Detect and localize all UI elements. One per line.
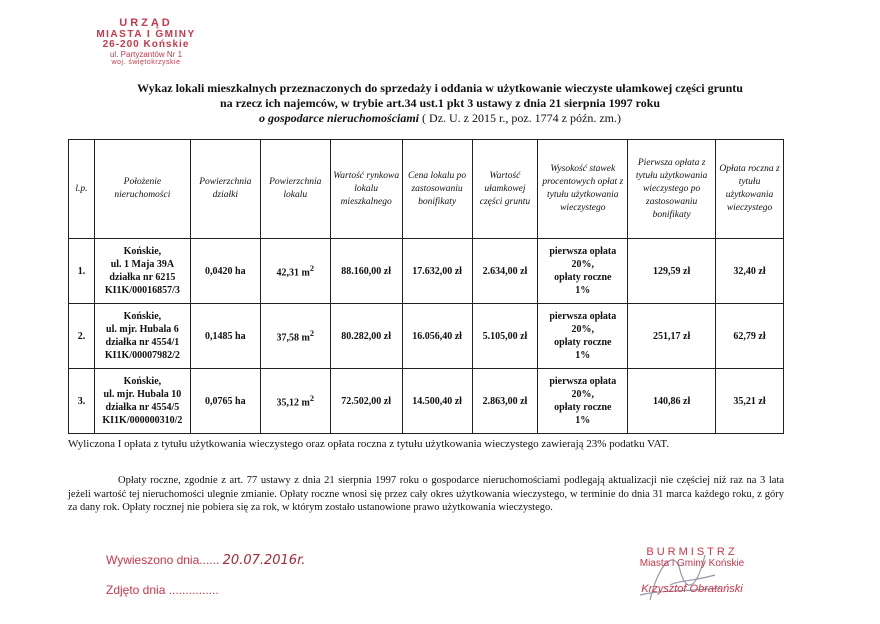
cell-plot-area: 0,0420 ha bbox=[190, 239, 260, 304]
cell-unit-area bbox=[260, 369, 330, 434]
cell-lp: 1. bbox=[69, 239, 95, 304]
cell-land-value: 2.863,00 zł bbox=[472, 369, 538, 434]
posted-dots: ...... bbox=[199, 553, 220, 567]
rate-line: 20%, bbox=[571, 389, 595, 400]
cell-price: 14.500,40 zł bbox=[402, 369, 472, 434]
table-row bbox=[69, 239, 784, 304]
rate-line: opłaty roczne bbox=[554, 402, 612, 413]
title-line-2: na rzecz ich najemców, w trybie art.34 ust.1 pkt 3 ustawy z dnia 21 sierpnia 1997 roku bbox=[219, 96, 661, 110]
table-row bbox=[69, 304, 784, 369]
rate-line: pierwsza opłata bbox=[549, 246, 617, 257]
location-line: ul. mjr. Hubala 10 bbox=[103, 389, 182, 400]
rate-line: 20%, bbox=[571, 324, 595, 335]
location-line: działka nr 4554/5 bbox=[105, 402, 180, 413]
area-value: 35,12 m bbox=[276, 397, 310, 409]
removed-label: Zdjęto dnia bbox=[106, 583, 166, 597]
cell-land-value: 5.105,00 zł bbox=[472, 304, 538, 369]
removed-date-stamp bbox=[106, 583, 219, 597]
header-annual-fee: Opłata roczna z tytułu użytkowania wieczystego bbox=[716, 140, 784, 239]
stamp-line-5: woj. świętokrzyskie bbox=[111, 58, 181, 66]
table-row bbox=[69, 369, 784, 434]
annual-fees-paragraph: Opłaty roczne, zgodnie z art. 77 ustawy z dnia 21 sierpnia 1997 roku o gospodarce nieruchomościami podlegają aktualizacji nie częściej niż raz na 3 lata jeżeli wartość tej nieruchomości ulegnie zmianie. Opłaty roczne wnosi się przez cały okres użytkowania wieczystego, w terminie do dnia 31 marca każdego roku, z góry za dany rok. Opłaty rocznej nie pobiera się za rok, w którym zostało ustanowione prawo użytkowania wieczystego. bbox=[68, 475, 784, 513]
location-line: KI1K/00016857/3 bbox=[104, 285, 180, 296]
cell-price: 17.632,00 zł bbox=[402, 239, 472, 304]
rate-line: 1% bbox=[575, 415, 591, 426]
cell-annual-fee: 35,21 zł bbox=[716, 369, 784, 434]
header-market-value: Wartość rynkowa lokalu mieszkalnego bbox=[330, 140, 402, 239]
rate-line: opłaty roczne bbox=[554, 272, 612, 283]
cell-market-value: 80.282,00 zł bbox=[330, 304, 402, 369]
office-stamp bbox=[76, 18, 216, 66]
cell-annual-fee: 32,40 zł bbox=[716, 239, 784, 304]
cell-annual-fee: 62,79 zł bbox=[716, 304, 784, 369]
apartments-table bbox=[68, 139, 784, 434]
cell-location bbox=[94, 369, 190, 434]
area-value: 37,58 m bbox=[276, 332, 310, 344]
cell-price: 16.056,40 zł bbox=[402, 304, 472, 369]
cell-first-fee: 140,86 zł bbox=[628, 369, 716, 434]
area-unit-sup: 2 bbox=[309, 394, 314, 404]
area-unit-sup: 2 bbox=[309, 329, 314, 339]
cell-unit-area bbox=[260, 239, 330, 304]
rate-line: opłaty roczne bbox=[554, 337, 612, 348]
document-title bbox=[0, 81, 880, 126]
rate-line: pierwsza opłata bbox=[549, 311, 617, 322]
stamp-line-3: 26-200 Końskie bbox=[102, 39, 190, 51]
location-line: Końskie, bbox=[123, 376, 162, 387]
location-line: KI1K/00007982/2 bbox=[104, 350, 180, 361]
cell-location bbox=[94, 304, 190, 369]
mayor-stamp bbox=[612, 546, 772, 595]
table-header-row bbox=[69, 140, 784, 239]
cell-market-value: 88.160,00 zł bbox=[330, 239, 402, 304]
cell-plot-area: 0,1485 ha bbox=[190, 304, 260, 369]
title-line-3-rest: ( Dz. U. z 2015 r., poz. 1774 z późn. zm.) bbox=[419, 111, 621, 125]
location-line: Końskie, bbox=[123, 246, 162, 257]
title-line-1: Wykaz lokali mieszkalnych przeznaczonych do sprzedaży i oddania w użytkowanie wieczyste ułamkowej części gruntu bbox=[137, 81, 743, 95]
cell-unit-area bbox=[260, 304, 330, 369]
area-unit-sup: 2 bbox=[309, 264, 314, 274]
rate-line: pierwsza opłata bbox=[549, 376, 617, 387]
header-price-after-discount: Cena lokalu po zastosowaniu bonifikaty bbox=[402, 140, 472, 239]
header-land-share-value: Wartość ułamkowej części gruntu bbox=[472, 140, 538, 239]
posted-date: 20.07.2016r. bbox=[222, 553, 306, 568]
header-fee-rates: Wysokość stawek procentowych opłat z tytułu użytkowania wieczystego bbox=[538, 140, 628, 239]
mayor-office: Miasta i Gminy Końskie bbox=[639, 558, 745, 569]
header-plot-area: Powierzchnia działki bbox=[190, 140, 260, 239]
mayor-name: Krzysztof Obratański bbox=[641, 583, 743, 595]
location-line: działka nr 4554/1 bbox=[105, 337, 180, 348]
title-line-3-italic: o gospodarce nieruchomościami bbox=[259, 111, 420, 125]
location-line: ul. 1 Maja 39A bbox=[110, 259, 175, 270]
cell-market-value: 72.502,00 zł bbox=[330, 369, 402, 434]
cell-first-fee: 129,59 zł bbox=[628, 239, 716, 304]
cell-plot-area: 0,0765 ha bbox=[190, 369, 260, 434]
posted-label: Wywieszono dnia bbox=[106, 553, 200, 567]
cell-location bbox=[94, 239, 190, 304]
vat-note: Wyliczona I opłata z tytułu użytkowania wieczystego oraz opłata roczna z tytułu użytkowania wieczystego zawierają 23% podatku VAT. bbox=[68, 438, 670, 450]
header-first-fee: Pierwsza opłata z tytułu użytkowania wieczystego po zastosowaniu bonifikaty bbox=[628, 140, 716, 239]
stamp-line-1: URZĄD bbox=[119, 17, 173, 29]
rate-line: 1% bbox=[575, 285, 591, 296]
mayor-title: BURMISTRZ bbox=[646, 546, 738, 558]
location-line: Końskie, bbox=[123, 311, 162, 322]
rate-line: 20%, bbox=[571, 259, 595, 270]
removed-dots: ............... bbox=[168, 583, 219, 597]
cell-first-fee: 251,17 zł bbox=[628, 304, 716, 369]
cell-fee-rates bbox=[538, 239, 628, 304]
posted-date-stamp bbox=[106, 553, 305, 568]
header-unit-area: Powierzchnia lokalu bbox=[260, 140, 330, 239]
cell-lp: 3. bbox=[69, 369, 95, 434]
cell-lp: 2. bbox=[69, 304, 95, 369]
cell-fee-rates bbox=[538, 304, 628, 369]
title-line-3 bbox=[0, 111, 880, 126]
cell-land-value: 2.634,00 zł bbox=[472, 239, 538, 304]
location-line: ul. mjr. Hubala 6 bbox=[106, 324, 179, 335]
location-line: działka nr 6215 bbox=[109, 272, 176, 283]
location-line: KI1K/000000310/2 bbox=[102, 415, 183, 426]
area-value: 42,31 m bbox=[276, 267, 310, 279]
cell-fee-rates bbox=[538, 369, 628, 434]
stamp-line-4: ul. Partyzantów Nr 1 bbox=[109, 49, 183, 59]
header-location: Położenie nieruchomości bbox=[94, 140, 190, 239]
stamp-line-2: MIASTA I GMINY bbox=[96, 28, 196, 40]
header-lp: l.p. bbox=[69, 140, 95, 239]
rate-line: 1% bbox=[575, 350, 591, 361]
